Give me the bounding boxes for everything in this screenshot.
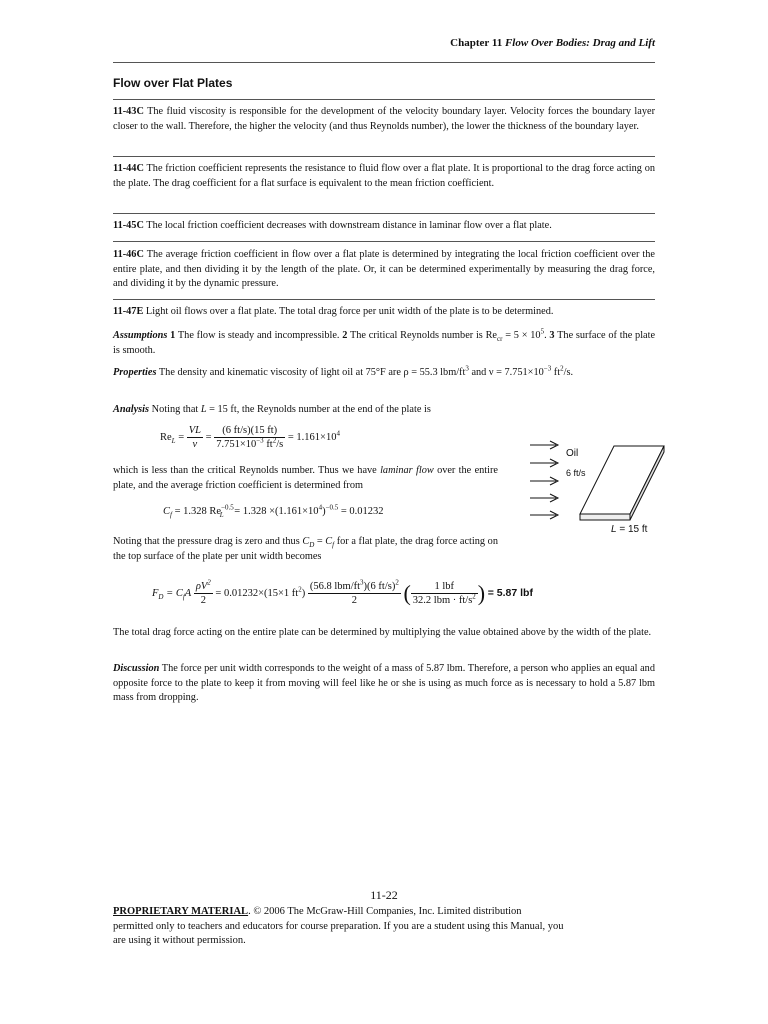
problem-text: The friction coefficient represents the resistance to fluid flow over a flat plate. It is proportional to the drag force acting on the plate. The drag coefficient for a flat surface is equivalent to the mean friction coefficient. xyxy=(113,163,656,189)
arrow-icon xyxy=(530,494,558,502)
divider-5 xyxy=(113,299,655,300)
problem-number: 11-43C xyxy=(113,106,144,117)
superscript: 2 xyxy=(395,578,399,587)
eq-symbol: F xyxy=(152,587,159,599)
subscript: f xyxy=(332,541,335,550)
laminar-paragraph xyxy=(113,464,498,493)
subscript: L xyxy=(171,437,176,445)
analysis-text: = 15 ft, the Reynolds number at the end of the plate is xyxy=(209,404,431,415)
eq-text: = 1.328 ×(1.161×10 xyxy=(234,506,319,517)
chapter-label: Chapter 11 xyxy=(450,37,503,49)
problem-number: 11-47E xyxy=(113,306,144,317)
fraction-vl-nu xyxy=(187,424,203,451)
eq-result: = 0.01232 xyxy=(340,506,384,517)
numerator: VL xyxy=(188,425,202,436)
superscript: 2 xyxy=(272,436,277,445)
num-text: (56.8 lbm/ft xyxy=(309,581,361,592)
den-text: /s xyxy=(276,439,284,450)
subscript: f xyxy=(182,593,185,601)
superscript: 2 xyxy=(472,592,476,601)
superscript: 3 xyxy=(465,364,469,373)
page-number: 11-22 xyxy=(370,888,398,902)
superscript: 5 xyxy=(540,327,545,336)
eq-text: = xyxy=(316,536,323,547)
problem-number: 11-45C xyxy=(113,220,144,231)
analysis-text: Noting that xyxy=(151,404,199,415)
discussion-text: The force per unit width corresponds to the weight of a mass of 5.87 lbm. Therefore, a person who applies an equal and opposite force to the plate to keep it from moving will feel like he or she is using as much force as is necessary to hold a 5.87 lbm mass from dropping. xyxy=(113,663,655,704)
subscript: f xyxy=(170,511,172,520)
eq-symbol: C xyxy=(325,536,333,547)
subscript: L xyxy=(219,511,224,520)
superscript: 4 xyxy=(318,503,323,512)
superscript: 2 xyxy=(560,364,564,373)
denominator xyxy=(411,594,478,607)
superscript: 4 xyxy=(336,429,340,438)
copyright-text: . © 2006 The McGraw-Hill Companies, Inc. Limited distribution xyxy=(248,906,522,917)
divider-3 xyxy=(113,213,655,214)
arrow-icon xyxy=(530,459,558,467)
fraction-unit-conversion xyxy=(411,580,478,607)
eq-symbol: Re xyxy=(160,431,172,443)
arrow-icon xyxy=(530,477,558,485)
copyright-text: are using it without permission. xyxy=(113,935,246,946)
properties-text: ft xyxy=(553,367,561,378)
analysis-paragraph xyxy=(113,403,655,418)
subscript: cr xyxy=(497,335,503,344)
plate-top xyxy=(580,446,664,514)
fraction-dynamic-pressure xyxy=(194,580,213,607)
length-value: = 15 ft xyxy=(619,524,648,535)
divider-4 xyxy=(113,241,655,242)
divider-2 xyxy=(113,156,655,157)
eq-symbol: C xyxy=(302,536,310,547)
pressure-text: Noting that the pressure drag is zero and thus xyxy=(113,536,300,547)
assumption-text: . xyxy=(544,330,547,341)
properties-paragraph xyxy=(113,366,655,381)
eq-symbol: C xyxy=(163,506,171,517)
superscript: −0.5 xyxy=(221,503,234,512)
assumption-text: The surface of the plate is smooth. xyxy=(113,330,656,356)
subscript: D xyxy=(158,593,164,601)
plate-front xyxy=(580,514,630,520)
laminar-text: over the entire plate, and the average friction coefficient is determined from xyxy=(113,465,499,491)
properties-text: /s. xyxy=(563,367,574,378)
arrow-icon xyxy=(530,511,558,519)
fraction-values xyxy=(214,424,285,451)
denominator xyxy=(214,438,285,451)
problem-11-45c xyxy=(113,219,655,234)
eq-result: = 1.161×10 xyxy=(287,431,337,443)
oil-label: Oil xyxy=(566,448,579,459)
superscript: −0.5 xyxy=(325,503,339,512)
denominator: 2 xyxy=(351,595,357,606)
assumption-number: 1 xyxy=(170,330,176,341)
drag-force-result: = 5.87 lbf xyxy=(487,586,533,599)
denominator: ν xyxy=(192,439,198,450)
den-text: 7.751×10 xyxy=(216,439,257,450)
fraction-values xyxy=(308,580,401,607)
friction-coefficient-equation xyxy=(163,503,384,520)
properties-text: The density and kinematic viscosity of light oil at 75°F are ρ = 55.3 lbm/ft xyxy=(158,367,466,378)
superscript: 3 xyxy=(360,578,364,587)
numerator: 1 lbf xyxy=(411,580,478,594)
properties-label: Properties xyxy=(113,367,157,378)
problem-11-46c xyxy=(113,248,655,292)
copyright-notice xyxy=(113,905,658,949)
assumptions-paragraph xyxy=(113,329,655,358)
chapter-title: Flow Over Bodies: Drag and Lift xyxy=(504,37,655,49)
num-text: )(6 ft/s) xyxy=(363,581,396,592)
laminar-text: which is less than the critical Reynolds number. Thus we have xyxy=(113,465,377,476)
problem-number: 11-44C xyxy=(113,163,144,174)
assumption-number: 3 xyxy=(549,330,555,341)
pressure-text: for a flat plate, the drag force acting on the top surface of the plate per unit width becomes xyxy=(113,536,498,562)
properties-text: and ν = 7.751×10 xyxy=(471,367,544,378)
numerator: (6 ft/s)(15 ft) xyxy=(214,424,285,438)
total-drag-paragraph: The total drag force acting on the entire plate can be determined by multiplying the value obtained above by the width of the plate. xyxy=(113,627,652,638)
arrow-icon xyxy=(530,441,558,449)
numerator xyxy=(308,580,401,594)
assumption-text: The flow is steady and incompressible. xyxy=(177,330,340,341)
header-rule xyxy=(113,62,655,63)
discussion-paragraph xyxy=(113,662,655,706)
superscript: 2 xyxy=(298,585,302,594)
pressure-drag-paragraph xyxy=(113,535,498,564)
problem-text: Light oil flows over a flat plate. The total drag force per unit width of the plate is to be determined. xyxy=(145,306,554,317)
den-text: ft xyxy=(266,439,273,450)
eq-text: = 1.328 Re xyxy=(174,506,222,517)
reynolds-equation: $Re_L$ = $\frac{VL}{\nu}$ = $\frac{(6 ft/s)(15 ft)}{7.751\times 10^{-3} ft^2/s}$ = $1.161\times 10^4$ xyxy=(160,425,340,450)
eq-text: ) xyxy=(322,506,326,517)
laminar-flow-term: laminar flow xyxy=(380,465,434,476)
num-text: ρV xyxy=(195,581,208,592)
denominator: 2 xyxy=(200,595,206,606)
area-symbol: A xyxy=(184,587,192,599)
analysis-label: Analysis xyxy=(113,404,150,415)
divider-1 xyxy=(113,99,655,100)
superscript: −3 xyxy=(256,436,264,445)
problem-11-47e xyxy=(113,305,655,320)
section-title: Flow over Flat Plates xyxy=(113,76,233,90)
eq-text: = 0.01232×(15×1 ft xyxy=(215,587,299,599)
length-symbol: L xyxy=(611,524,617,535)
running-header xyxy=(450,37,655,49)
drag-force-equation: $F_D = C_fA$ $\frac{\rho V^2}{2}$ = 0.01232×(15×1 $ft^2$) $\frac{(56.8 lbm/ft^3)(6 ft/s)^2}{2}$ ( $\frac{\text{1 lbf}}{32.2 lbm \cdot ft/s^2}$ ) = 5.87 lbf xyxy=(152,578,533,606)
problem-text: The average friction coefficient in flow over a flat plate is determined by integrating the local friction coefficient over the entire plate, and then dividing it by the length of the plate. Or, it can be determined experimentally by measuring the drag force, and dividing it by the dynamic pressure. xyxy=(113,249,655,290)
assumption-text: = 5 × 10 xyxy=(505,330,541,341)
copyright-text: permitted only to teachers and educators for course preparation. If you are a student using this Manual, you xyxy=(113,920,564,932)
problem-number: 11-46C xyxy=(113,249,144,260)
subscript: D xyxy=(309,541,315,550)
problem-text: The fluid viscosity is responsible for the development of the velocity boundary layer. Velocity forces the boundary layer closer to the wall. Therefore, the higher the velocity (and thus Reynolds number), the lower the thickness of the boundary layer. xyxy=(113,106,656,132)
problem-11-43c xyxy=(113,105,655,134)
assumption-number: 2 xyxy=(342,330,348,341)
assumptions-label: Assumptions xyxy=(113,330,168,341)
problem-text: The local friction coefficient decreases with downstream distance in laminar flow over a flat plate. xyxy=(146,220,552,231)
length-label xyxy=(611,524,647,535)
superscript: −3 xyxy=(543,364,552,373)
velocity-label: 6 ft/s xyxy=(566,468,586,478)
length-symbol: L xyxy=(200,404,207,415)
proprietary-label: PROPRIETARY MATERIAL xyxy=(113,906,249,917)
numerator xyxy=(194,580,213,594)
flat-plate xyxy=(580,446,664,520)
den-text: 32.2 lbm · ft/s xyxy=(412,595,473,606)
problem-11-44c xyxy=(113,162,655,191)
eq-text: = C xyxy=(166,587,183,599)
eq-text: ) xyxy=(301,587,306,599)
assumption-text: The critical Reynolds number is Re xyxy=(349,330,498,341)
discussion-label: Discussion xyxy=(113,663,160,674)
superscript: 2 xyxy=(207,578,211,587)
flow-arrows xyxy=(530,441,558,519)
